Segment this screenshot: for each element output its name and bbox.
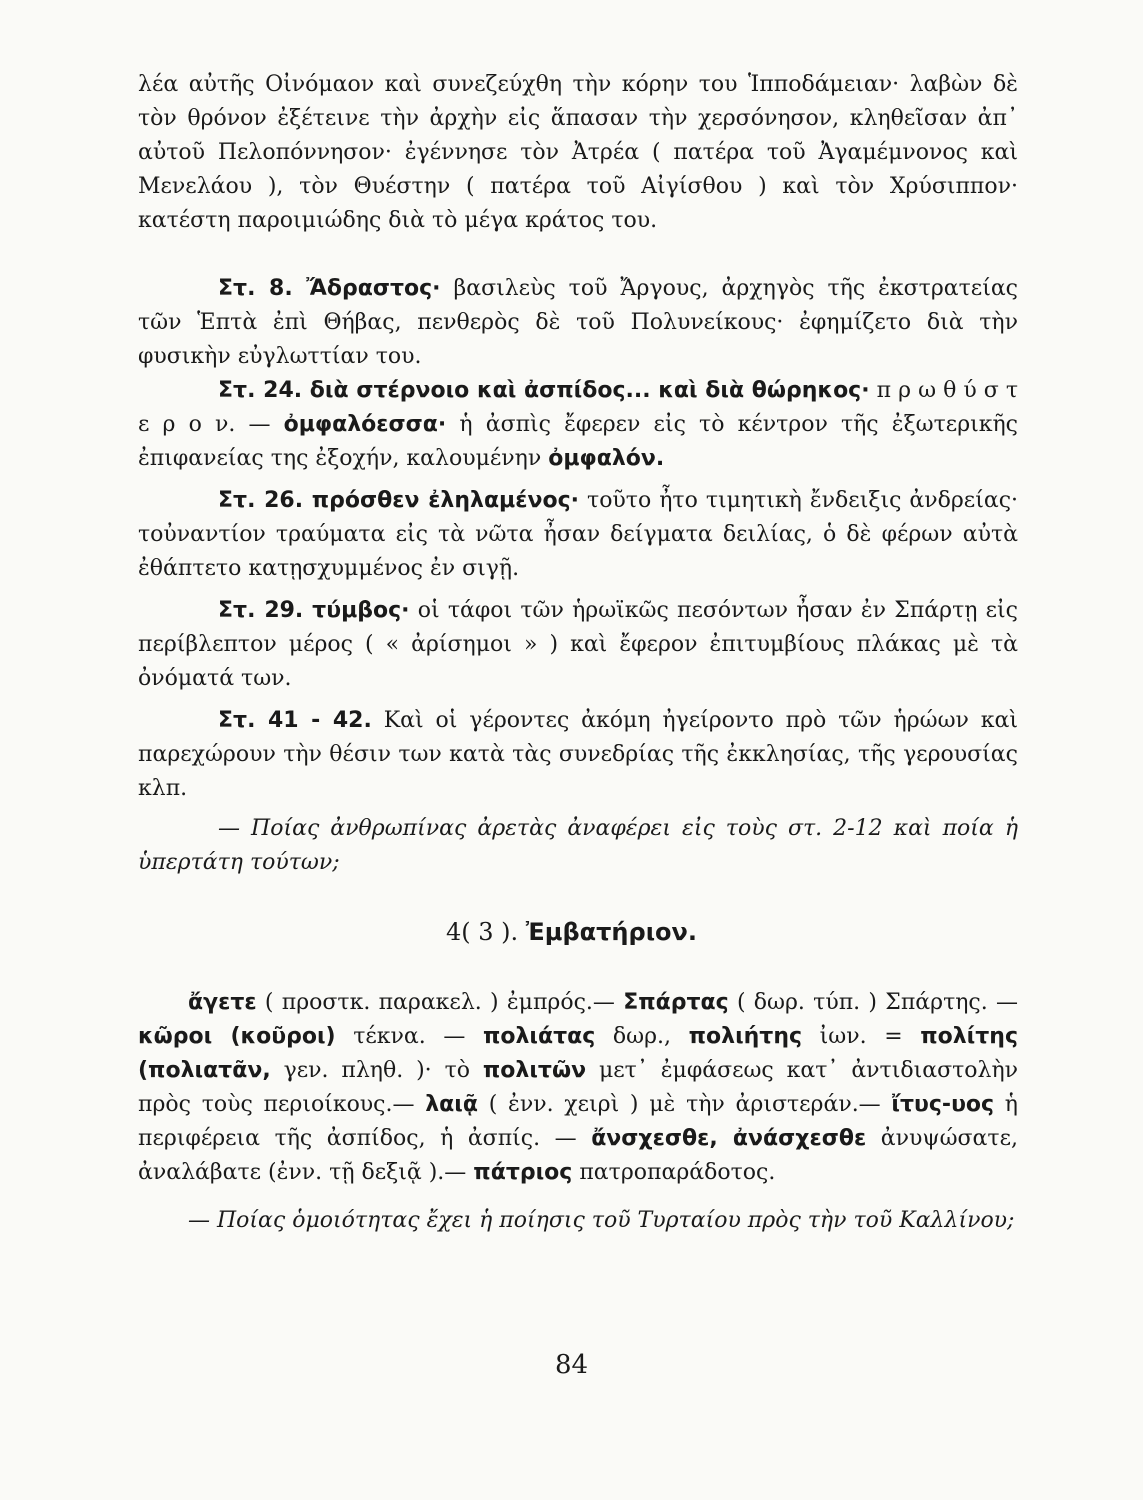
- paragraph-text: τοῦτο ἦτο τιμητικὴ ἔνδειξις ἀνδρείας· τοὐναντίον τραύματα εἰς τὰ νῶτα ἦσαν δείγματα δειλίας, ὁ δὲ φέρων αὐτὰ ἐθάπτετο κατῃσχυμμένος ἐν σιγῇ.: [138, 488, 1019, 581]
- paragraph-prosthen: [138, 484, 1018, 586]
- paragraph-pelops: [138, 68, 1018, 238]
- verse-reference: Στ. 24. διὰ στέρνοιο καὶ ἀσπίδος... καὶ διὰ θώρηκος·: [218, 378, 870, 403]
- term: πολιάτας: [482, 1024, 596, 1049]
- paragraph-adrastos: [138, 272, 1018, 374]
- term: ὀμφαλόν.: [548, 446, 665, 471]
- paragraph-text: οἱ τάφοι τῶν ἡρωϊκῶς πεσόντων ἦσαν ἐν Σπάρτῃ εἰς περίβλεπτον μέρος ( « ἀρίσημοι » ) καὶ ἔφερον ἐπιτυμβίους πλάκας μὲ τὰ ὀνόματά των.: [138, 598, 1019, 691]
- term: λαιᾷ: [425, 1092, 478, 1117]
- term: ὀμφαλόεσσα·: [283, 412, 447, 437]
- paragraph-text: ἡ ἀσπὶς ἔφερεν εἰς τὸ κέντρον τῆς ἐξωτερικῆς ἐπιφανείας της ἐξοχήν, καλουμένην: [138, 412, 1019, 471]
- section-number: 4( 3 ).: [446, 918, 526, 946]
- gloss-text: ἰων. =: [802, 1024, 921, 1049]
- paragraph-tymvos: [138, 594, 1018, 696]
- verse-reference: Στ. 41 - 42.: [218, 708, 372, 733]
- paragraph-sternoio: [138, 374, 1018, 476]
- gloss-text: πατροπαράδοτος.: [572, 1160, 776, 1185]
- gloss-text: μετ᾽ ἐμφάσεως κατ᾽ ἀντιδιαστολὴν πρὸς τοὺς περιοίκους.—: [138, 1058, 1019, 1117]
- term: πολίτης (πολιατᾶν,: [138, 1024, 1018, 1083]
- glossary-paragraph: [138, 986, 1018, 1190]
- gloss-text: τέκνα. —: [335, 1024, 483, 1049]
- term: κῶροι (κοῦροι): [138, 1024, 336, 1049]
- term: ἄνσχεσθε, ἀνάσχεσθε: [591, 1126, 867, 1151]
- term: πολιτῶν: [482, 1058, 587, 1083]
- question-2: [138, 1204, 1018, 1238]
- paragraph-text: π ρ ω θ ύ σ τ ε ρ ο ν. —: [138, 378, 1019, 437]
- paragraph-gerontes: [138, 704, 1018, 806]
- section-title: Ἐμβατήριον.: [525, 918, 697, 946]
- verse-reference: Στ. 26. πρόσθεν ἐληλαμένος·: [218, 488, 579, 513]
- paragraph-text: βασιλεὺς τοῦ Ἄργους, ἀρχηγὸς τῆς ἐκστρατείας τῶν Ἑπτὰ ἐπὶ Θήβας, πενθερὸς δὲ τοῦ Πολυνείκους· ἐφημίζετο διὰ τὴν φυσικὴν εὐγλωττίαν του.: [138, 276, 1018, 369]
- gloss-text: ἡ περιφέρεια τῆς ἀσπίδος, ἡ ἀσπίς. —: [138, 1092, 1018, 1151]
- gloss-text: δωρ.,: [595, 1024, 689, 1049]
- question-text: — Ποίας ὁμοιότητας ἔχει ἡ ποίησις τοῦ Τυρταίου πρὸς τὴν τοῦ Καλλίνου;: [188, 1208, 1015, 1233]
- question-text: — Ποίας ἀνθρωπίνας ἀρετὰς ἀναφέρει εἰς τοὺς στ. 2-12 καὶ ποία ἡ ὑπερτάτη τούτων;: [138, 816, 1018, 875]
- verse-reference: Στ. 29. τύμβος·: [218, 598, 410, 623]
- gloss-text: ( ἐνν. χειρὶ ) μὲ τὴν ἀριστεράν.—: [477, 1092, 892, 1117]
- term: πάτριος: [473, 1160, 573, 1185]
- gloss-text: ( δωρ. τύπ. ) Σπάρτης. —: [728, 990, 1018, 1015]
- question-1: [138, 812, 1018, 880]
- term: πολιήτης: [688, 1024, 803, 1049]
- verse-reference: Στ. 8. Ἄδραστος·: [218, 276, 441, 301]
- page-number: 84: [554, 1350, 589, 1380]
- term: Σπάρτας: [623, 990, 729, 1015]
- section-heading: [0, 918, 1143, 946]
- paragraph-text: λέα αὐτῆς Οἰνόμαον καὶ συνεζεύχθη τὴν κόρην του Ἱπποδάμειαν· λαβὼν δὲ τὸν θρόνον ἐξέτεινε τὴν ἀρχὴν εἰς ἅπασαν τὴν χερσόνησον, κληθεῖσαν ἀπ᾽ αὐτοῦ Πελοπόννησον· ἐγέννησε τὸν Ἀτρέα ( πατέρα τοῦ Ἀγαμέμνονος καὶ Μενελάου ), τὸν Θυέστην ( πατέρα τοῦ Αἰγίσθου ) καὶ τὸν Χρύσιππον· κατέστη παροιμιώδης διὰ τὸ μέγα κράτος του.: [138, 72, 1018, 233]
- term: ἄγετε: [188, 990, 257, 1015]
- gloss-text: ἀνυψώσατε, ἀναλάβατε (ἐνν. τῇ δεξιᾷ ).—: [138, 1126, 1018, 1185]
- gloss-text: γεν. πληθ. )· τὸ: [270, 1058, 483, 1083]
- paragraph-text: Καὶ οἱ γέροντες ἀκόμη ἠγείροντο πρὸ τῶν ἡρώων καὶ παρεχώρουν τὴν θέσιν των κατὰ τὰς συνεδρίας τῆς ἐκκλησίας, τῆς γερουσίας κλπ.: [138, 708, 1019, 801]
- gloss-text: ( προστκ. παρακελ. ) ἐμπρός.—: [256, 990, 624, 1015]
- term: ἴτυς-υος: [891, 1092, 995, 1117]
